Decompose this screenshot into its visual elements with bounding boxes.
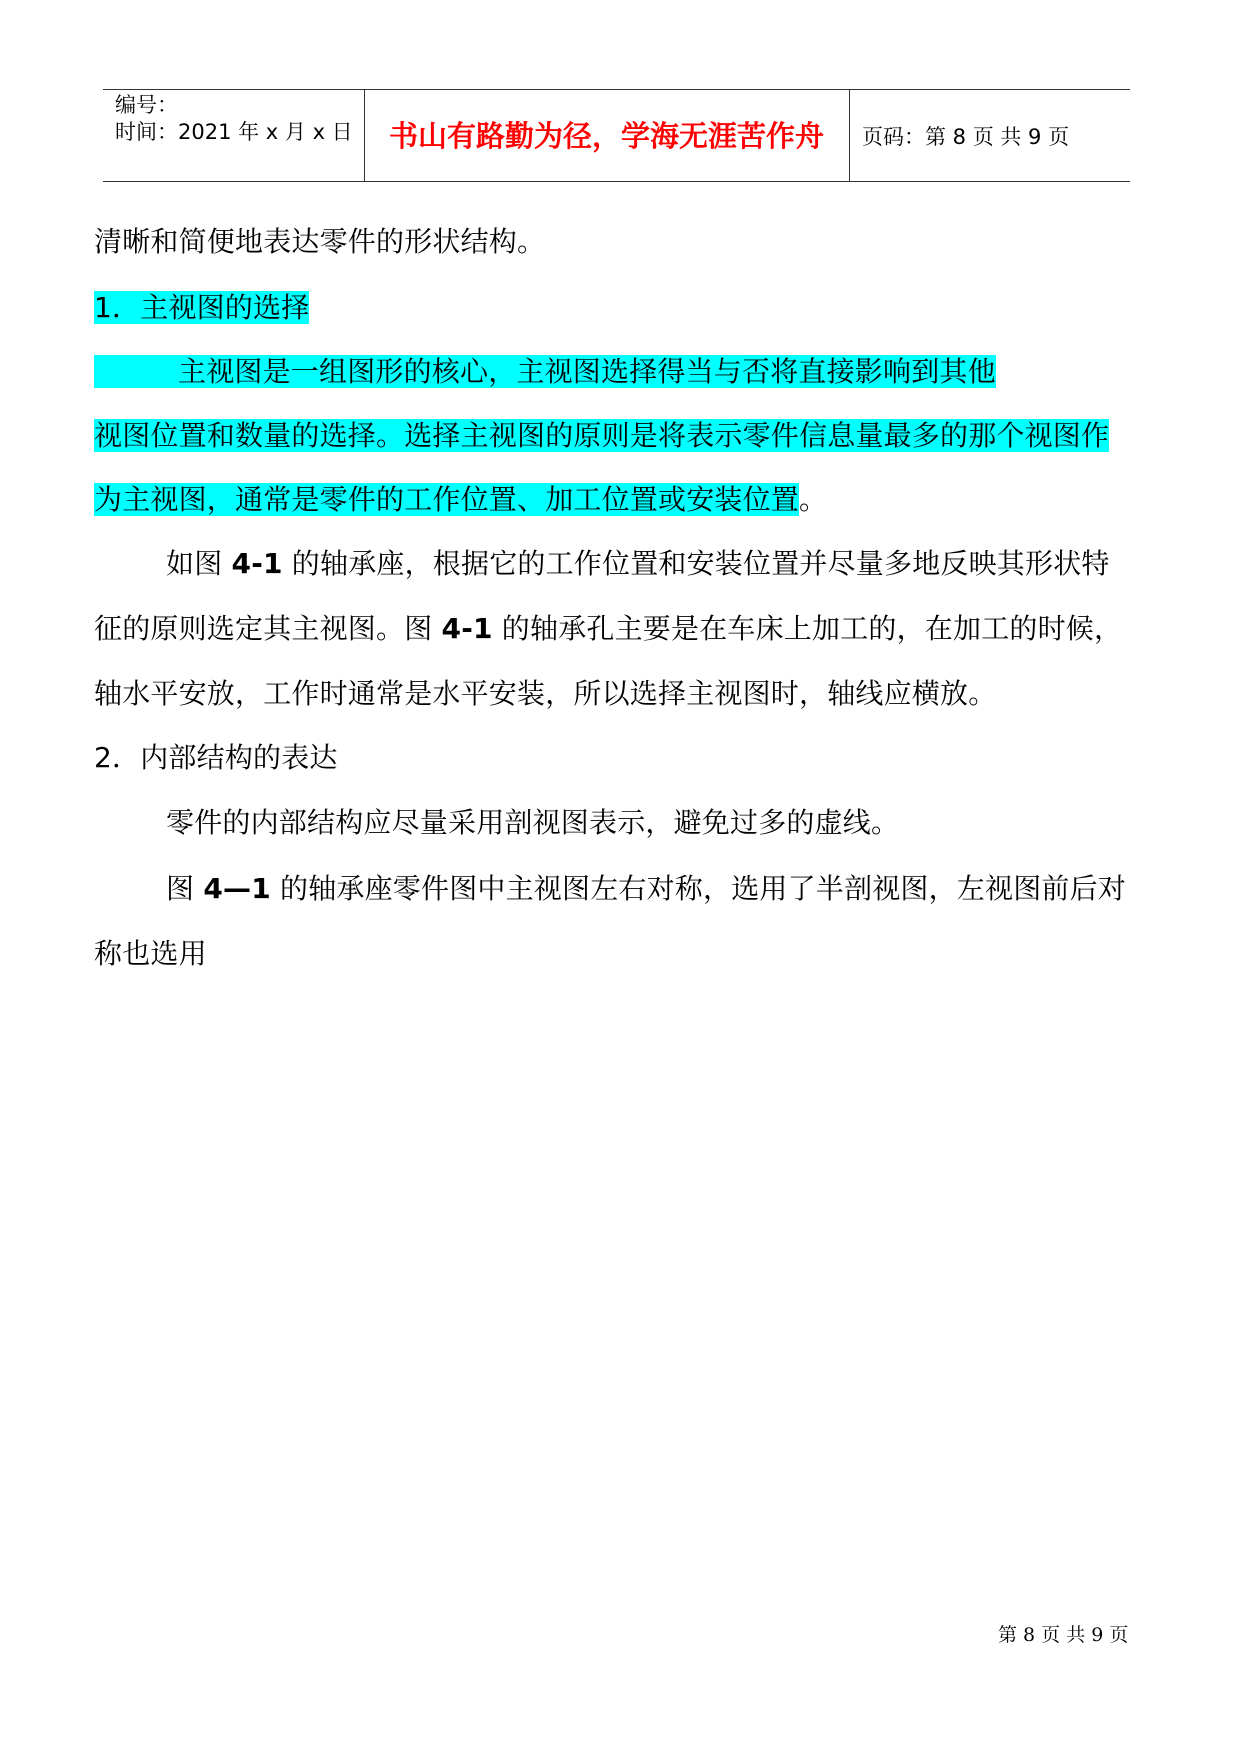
paragraph-2-line-2-b: 的轴承孔主要是在车床上加工的，在加工的时候， xyxy=(492,612,1123,645)
paragraph-2-line-2-a: 征的原则选定其主视图。图 xyxy=(94,612,442,645)
body-line-continuation xyxy=(94,223,545,261)
paragraph-3 xyxy=(166,804,899,842)
paragraph-1-line-3 xyxy=(94,481,827,519)
header-page-label: 页码：第 8 页 共 9 页 xyxy=(862,125,1070,149)
header-motto: 书山有路勤为径，学海无涯苦作舟 xyxy=(388,119,824,153)
paragraph-1-line-1-text: 主视图是一组图形的核心，主视图选择得当与否将直接影响到其他 xyxy=(94,355,996,388)
paragraph-2-line-1 xyxy=(166,545,1110,583)
paragraph-3-text: 零件的内部结构应尽量采用剖视图表示，避免过多的虚线。 xyxy=(166,806,900,839)
paragraph-4-line-1 xyxy=(166,870,1126,908)
paragraph-1-line-2-text: 视图位置和数量的选择。选择主视图的原则是将表示零件信息量最多的那个视图作 xyxy=(94,419,1110,452)
figure-ref-4-1: 4—1 xyxy=(203,872,271,905)
header-date-label: 时间：2021 年 x 月 x 日 xyxy=(115,120,353,144)
header-divider-right xyxy=(849,89,850,181)
paragraph-4-line-2 xyxy=(94,935,207,973)
header-top-rule xyxy=(103,89,1130,90)
paragraph-1-line-3-tail: 。 xyxy=(799,483,828,516)
paragraph-2-line-3-text: 轴水平安放，工作时通常是水平安装，所以选择主视图时，轴线应横放。 xyxy=(94,677,997,710)
section-heading-2-text: 2．内部结构的表达 xyxy=(94,741,338,774)
paragraph-1-line-1 xyxy=(94,353,996,391)
header-number-label: 编号： xyxy=(115,93,178,117)
section-heading-1-text: 1．主视图的选择 xyxy=(94,291,310,324)
paragraph-2-line-1-b: 的轴承座，根据它的工作位置和安装位置并尽量多地反映其形状特 xyxy=(282,547,1110,580)
figure-ref-4-1: 4-1 xyxy=(441,612,493,645)
body-text: 清晰和简便地表达零件的形状结构。 xyxy=(94,225,546,258)
figure-ref-4-1: 4-1 xyxy=(231,547,283,580)
section-heading-1 xyxy=(94,289,309,327)
paragraph-1-line-2 xyxy=(94,417,1109,455)
paragraph-4-line-1-b: 的轴承座零件图中主视图左右对称，选用了半剖视图，左视图前后对 xyxy=(270,872,1126,905)
header-bottom-rule xyxy=(103,181,1130,182)
paragraph-4-line-1-a: 图 xyxy=(166,872,204,905)
paragraph-1-line-3-text: 为主视图，通常是零件的工作位置、加工位置或安装位置 xyxy=(94,483,800,516)
footer-page-number: 第 8 页 共 9 页 xyxy=(998,1624,1129,1646)
paragraph-2-line-1-a: 如图 xyxy=(166,547,232,580)
section-heading-2 xyxy=(94,739,338,777)
paragraph-2-line-2 xyxy=(94,610,1122,648)
paragraph-4-line-2-text: 称也选用 xyxy=(94,937,207,970)
paragraph-2-line-3 xyxy=(94,675,996,713)
